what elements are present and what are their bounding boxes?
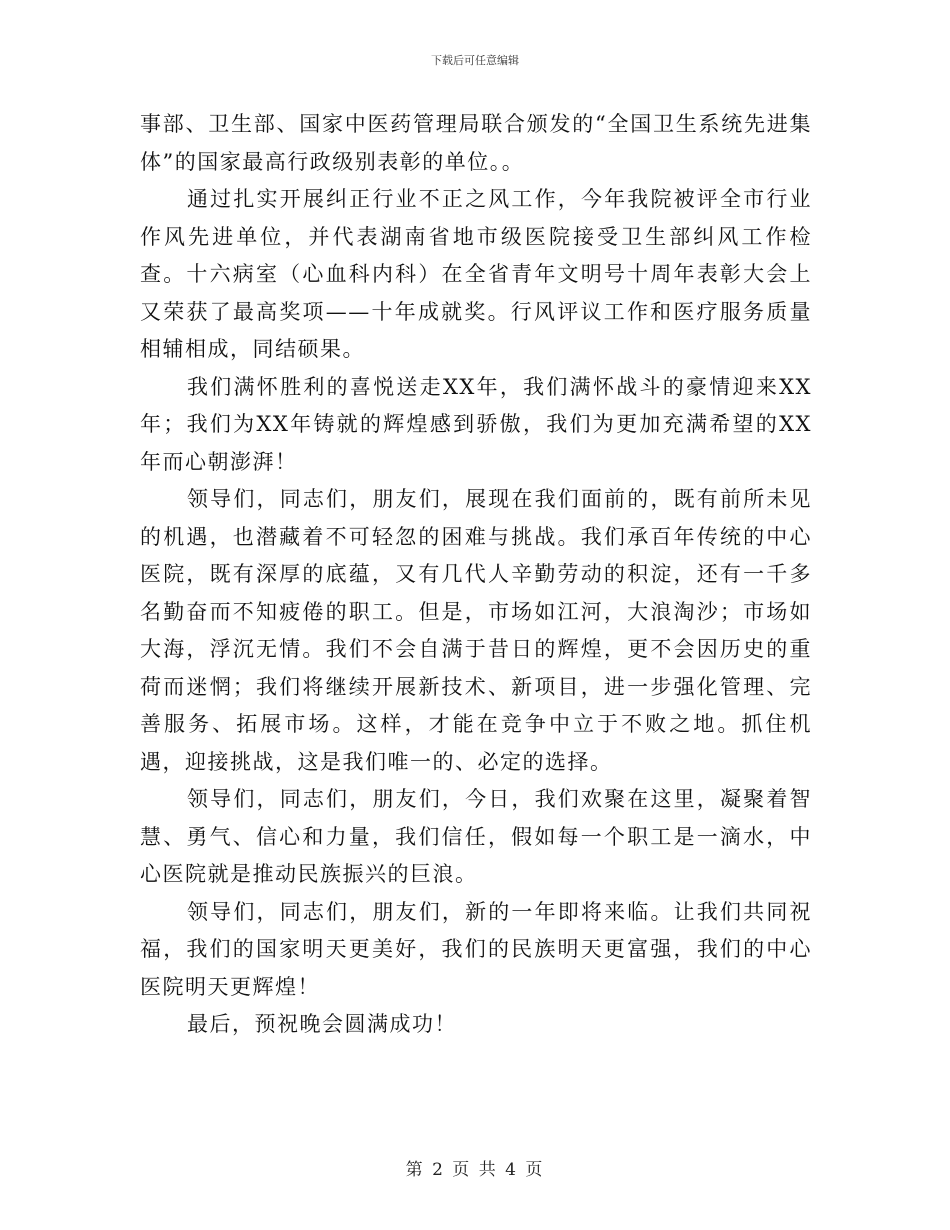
page-number: 第 2 页 共 4 页 [405,1160,545,1180]
paragraph-anti-malpractice: 通过扎实开展纠正行业不正之风工作，今年我院被评全市行业作风先进单位，并代表湖南省地市级医院接受卫生部纠风工作检查。十六病室（心血科内科）在全省青年文明号十周年表彰大会上又荣获了最高奖项——十年成就奖。行风评议工作和医疗服务质量相辅相成，同结硕果。 [140,187,812,361]
document-body [140,106,812,1044]
page-header-note: 下载后可任意编辑 [431,54,519,67]
paragraph-new-year: 我们满怀胜利的喜悦送走XX年，我们满怀战斗的豪情迎来XX年；我们为XX年铸就的辉煌感到骄傲，我们为更加充满希望的XX年而心朝澎湃！ [140,374,812,474]
paragraph-opportunities: 领导们，同志们，朋友们，展现在我们面前的，既有前所未见的机遇，也潜藏着不可轻忽的困难与挑战。我们承百年传统的中心医院，既有深厚的底蕴，又有几代人辛勤劳动的积淀，还有一千多名勤奋而不知疲倦的职工。但是，市场如江河，大浪淘沙；市场如大海，浮沉无情。我们不会自满于昔日的辉煌，更不会因历史的重荷而迷惘；我们将继续开展新技术、新项目，进一步强化管理、完善服务、拓展市场。这样，才能在竞争中立于不败之地。抓住机遇，迎接挑战，这是我们唯一的、必定的选择。 [140,487,812,774]
paragraph-closing: 最后，预祝晚会圆满成功！ [187,1012,457,1036]
paragraph-blessing: 领导们，同志们，朋友们，新的一年即将来临。让我们共同祝福，我们的国家明天更美好，我们的民族明天更富强，我们的中心医院明天更辉煌！ [140,899,812,999]
paragraph-gathering: 领导们，同志们，朋友们，今日，我们欢聚在这里，凝聚着智慧、勇气、信心和力量，我们信任，假如每一个职工是一滴水，中心医院就是推动民族振兴的巨浪。 [140,787,812,886]
paragraph-continuation: 事部、卫生部、国家中医药管理局联合颁发的“全国卫生系统先进集体”的国家最高行政级别表彰的单位。。 [140,112,812,174]
